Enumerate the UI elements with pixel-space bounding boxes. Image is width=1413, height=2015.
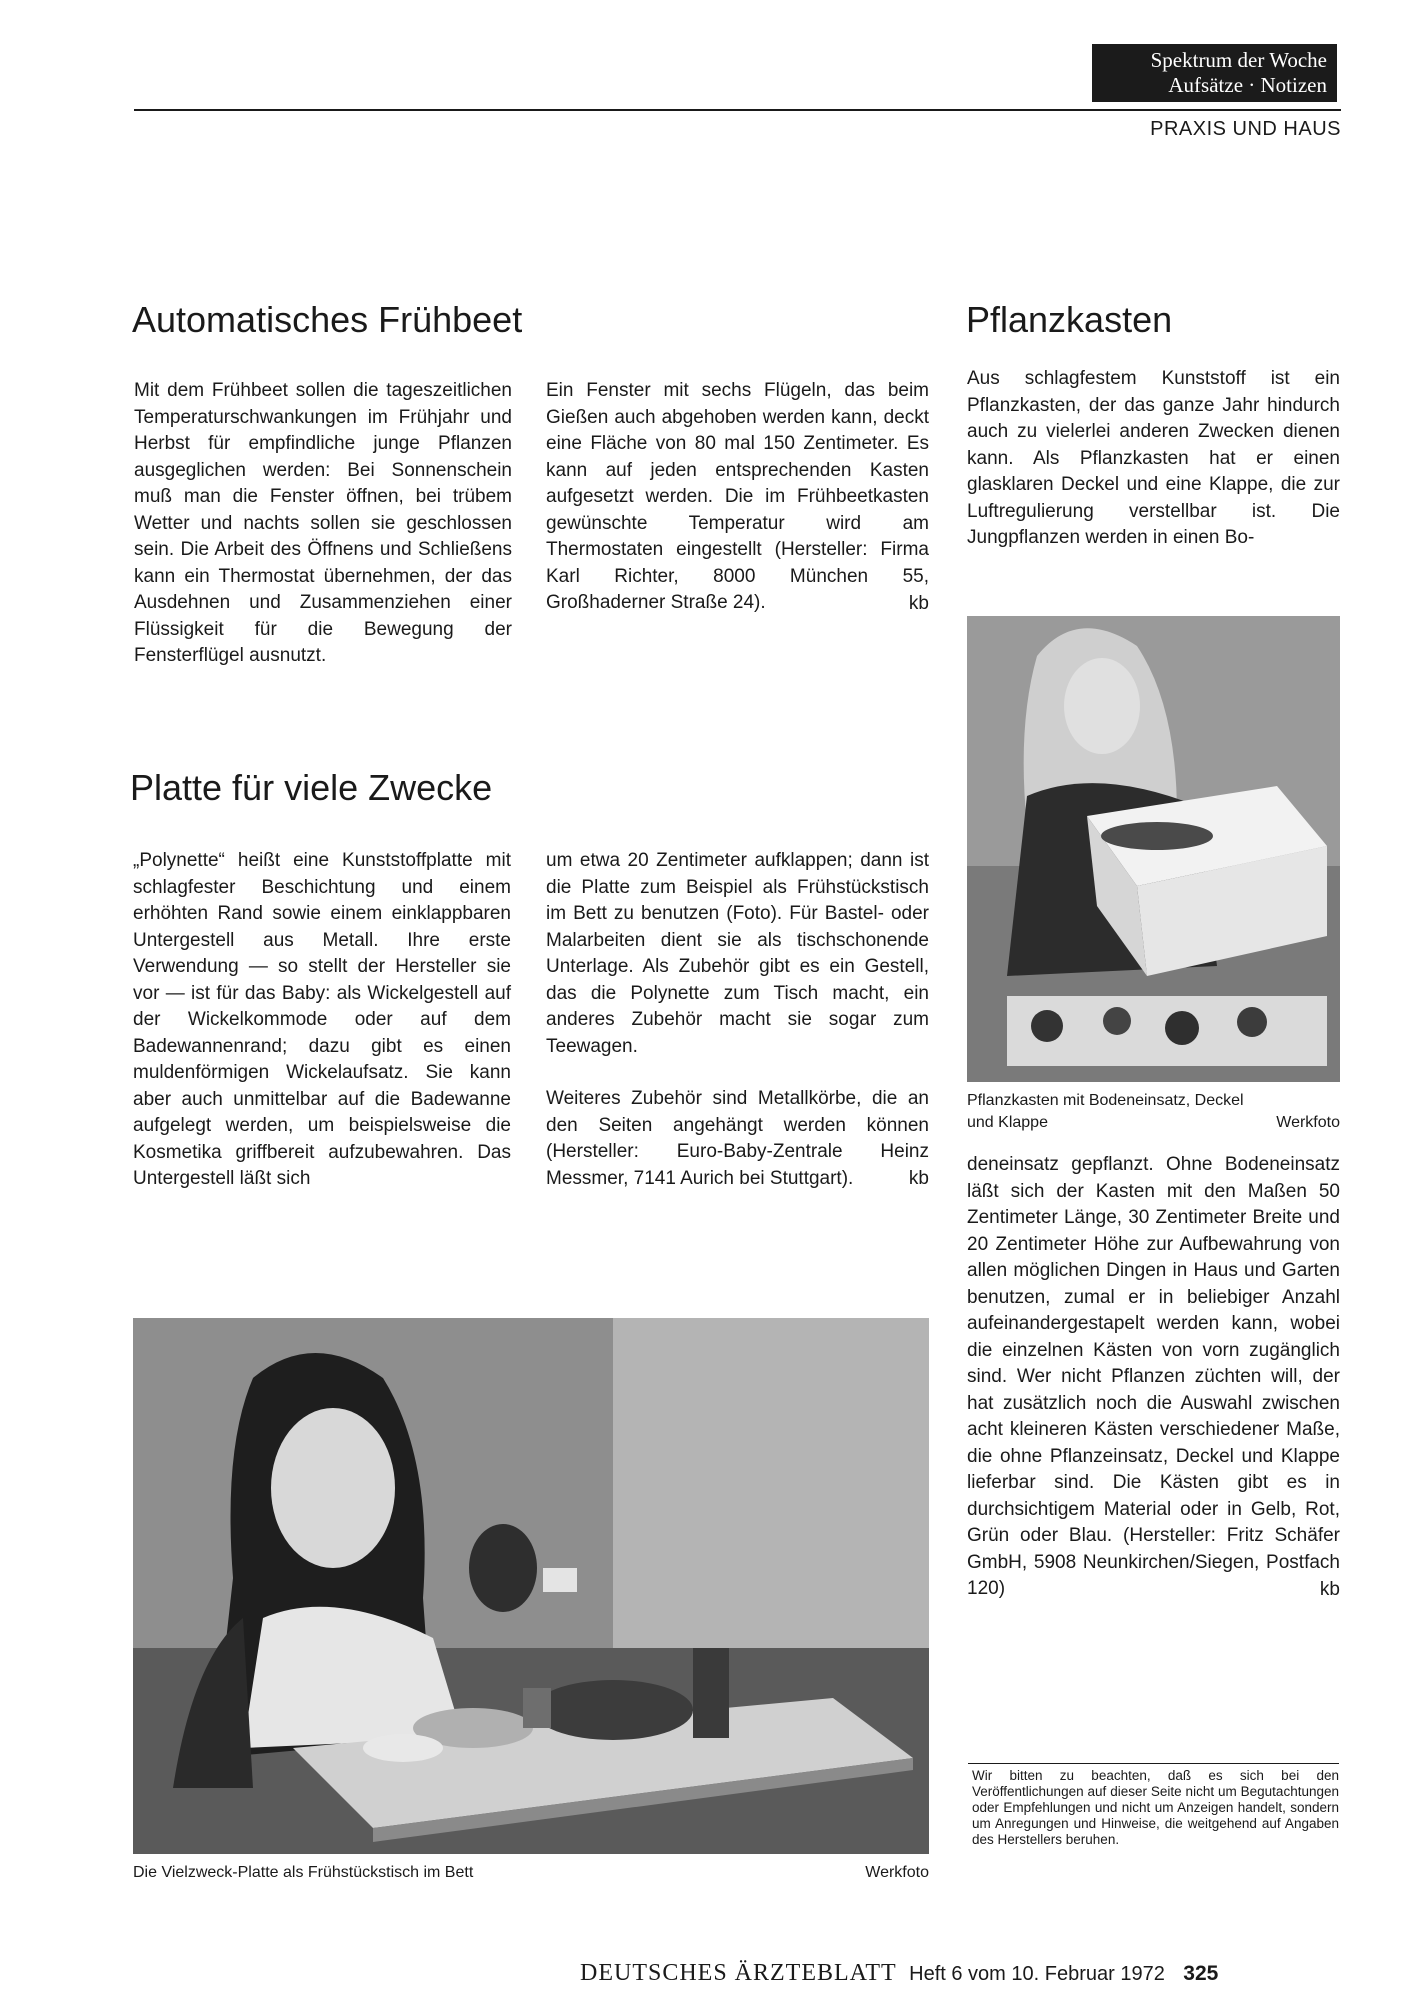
section-label-line2: Aufsätze · Notizen [1168, 73, 1327, 97]
article3-column-top [967, 366, 1340, 552]
article3-column-bottom [967, 1152, 1340, 1603]
planter-photo-credit: Werkfoto [1276, 1114, 1340, 1131]
planter-photo-caption: Pflanzkasten mit Bodeneinsatz, Deckel [967, 1092, 1244, 1109]
article2-title: Platte für viele Zwecke [130, 767, 493, 808]
disclaimer-notice: Wir bitten zu beachten, daß es sich bei den Veröffentlichungen auf dieser Seite nicht um Begutachtungen oder Empfehlungen und nicht um Anzeigen handelt, sondern um Anregungen und Hinweise, die weitgehend auf Angaben des Herstellers beruhen. [972, 1768, 1339, 1847]
header-rule [134, 109, 1341, 111]
article2-text1: „Polynette“ heißt eine Kunststoffplatte mit schlagfester Beschichtung und einem erhöhten Rand sowie einem einklappbaren Untergestell aus Metall. Ihre erste Verwendung — so stellt der Hersteller sie vor — ist für das Baby: als Wickelgestell auf der Wickelkommode oder auf dem Badewannenrand; dazu gibt es einen muldenförmigen Wickelaufsatz. Sie kann aber auch unmittelbar auf die Badewanne aufgelegt werden, um beispielsweise die Kosmetika griffbereit aufzubewahren. Das Untergestell läßt sich [133, 850, 511, 1189]
article2-text2b: Weiteres Zubehör sind Metallkörbe, die an den Seiten angehängt werden können (Hersteller: Euro-Baby-Zentrale Heinz Messmer, 7141 Aurich bei Stuttgart). [546, 1088, 929, 1189]
breakfast-photo [133, 1318, 929, 1854]
planter-photo-caption-row [967, 1090, 1340, 1134]
planter-photo-image [967, 616, 1340, 1082]
article1-text1: Mit dem Frühbeet sollen die tageszeitlichen Temperaturschwankungen im Frühjahr und Herbst für empfindliche junge Pflanzen ausgeglichen werden: Bei Sonnenschein muß man die Fenster öffnen, bei trübem Wetter und nachts sollen sie geschlossen sein. Die Arbeit des Öffnens und Schließens kann ein Thermostat übernehmen, der das Ausdehnen und Zusammenziehen einer Flüssigkeit für die Bewegung der Fensterflügel ausnutzt. [134, 380, 512, 666]
article3-text-bottom: deneinsatz gepflanzt. Ohne Bodeneinsatz läßt sich der Kasten mit den Maßen 50 Zentimeter Länge, 30 Zentimeter Breite und 20 Zentimeter Höhe zur Aufbewahrung von allen möglichen Dingen in Haus und Garten benutzen, zumal er in beliebiger Anzahl aufeinandergestapelt werden kann, wobei die einzelnen Kästen von vorn zugänglich sind. Wer nicht Pflanzen züchten will, der hat zusätzlich noch die Auswahl zwischen acht kleineren Kästen verschiedener Maße, die ohne Pflanzeinsatz, Deckel und Klappe lieferbar sind. Die Kästen gibt es in durchsichtigem Material oder in Gelb, Rot, Grün oder Blau. (Hersteller: Fritz Schäfer GmbH, 5908 Neunkirchen/Siegen, Postfach 120) [967, 1154, 1340, 1599]
category-label: PRAXIS UND HAUS [1150, 118, 1341, 140]
journal-name: DEUTSCHES ÄRZTEBLATT [580, 1960, 897, 1986]
article3-signature: kb [1319, 1578, 1340, 1600]
issue-info: Heft 6 vom 10. Februar 1972 [909, 1963, 1165, 1985]
breakfast-photo-caption-row [133, 1862, 929, 1884]
article1-title: Automatisches Frühbeet [132, 299, 523, 340]
article2-column1 [133, 848, 511, 1193]
article3-title: Pflanzkasten [966, 299, 1173, 340]
breakfast-photo-credit: Werkfoto [865, 1864, 929, 1881]
article1-column1 [134, 378, 512, 670]
breakfast-photo-caption: Die Vielzweck-Platte als Frühstückstisch im Bett [133, 1864, 474, 1881]
article1-signature: kb [908, 592, 929, 614]
section-label-line1: Spektrum der Woche [1150, 48, 1327, 72]
article3-text-top: Aus schlagfestem Kunststoff ist ein Pflanzkasten, der das ganze Jahr hindurch auch zu vielerlei anderen Zwecken dienen kann. Als Pflanzkasten hat er einen glasklaren Deckel und eine Klappe, die zur Luftregulierung verstellbar ist. Die Jungpflanzen werden in einen Bo- [967, 368, 1340, 548]
page-footer [580, 1960, 1218, 1987]
planter-photo-caption-line2: und Klappe [967, 1114, 1048, 1131]
section-label-box [1092, 44, 1337, 102]
article1-text2: Ein Fenster mit sechs Flügeln, das beim Gießen auch abgehoben werden kann, deckt eine Fläche von 80 mal 150 Zentimeter. Es kann auf jeden entsprechenden Kasten aufgesetzt werden. Die im Frühbeetkasten gewünschte Temperatur wird am Thermostaten eingestellt (Hersteller: Firma Karl Richter, 8000 München 55, Großhaderner Straße 24). [546, 380, 929, 613]
page-number: 325 [1183, 1962, 1219, 1985]
planter-photo [967, 616, 1340, 1082]
article2-signature: kb [908, 1168, 929, 1189]
notice-rule [968, 1763, 1339, 1764]
article2-column2 [546, 848, 929, 1193]
article1-column2 [546, 378, 929, 617]
breakfast-photo-image [133, 1318, 929, 1854]
article2-text2a: um etwa 20 Zentimeter aufklappen; dann ist die Platte zum Beispiel als Frühstückstisch im Bett zu benutzen (Foto). Für Bastel- oder Malarbeiten dient sie als tischschonende Unterlage. Als Zubehör gibt es ein Gestell, das die Polynette zum Tisch macht, ein anderes Zubehör macht sie sogar zum Teewagen. [546, 850, 929, 1057]
